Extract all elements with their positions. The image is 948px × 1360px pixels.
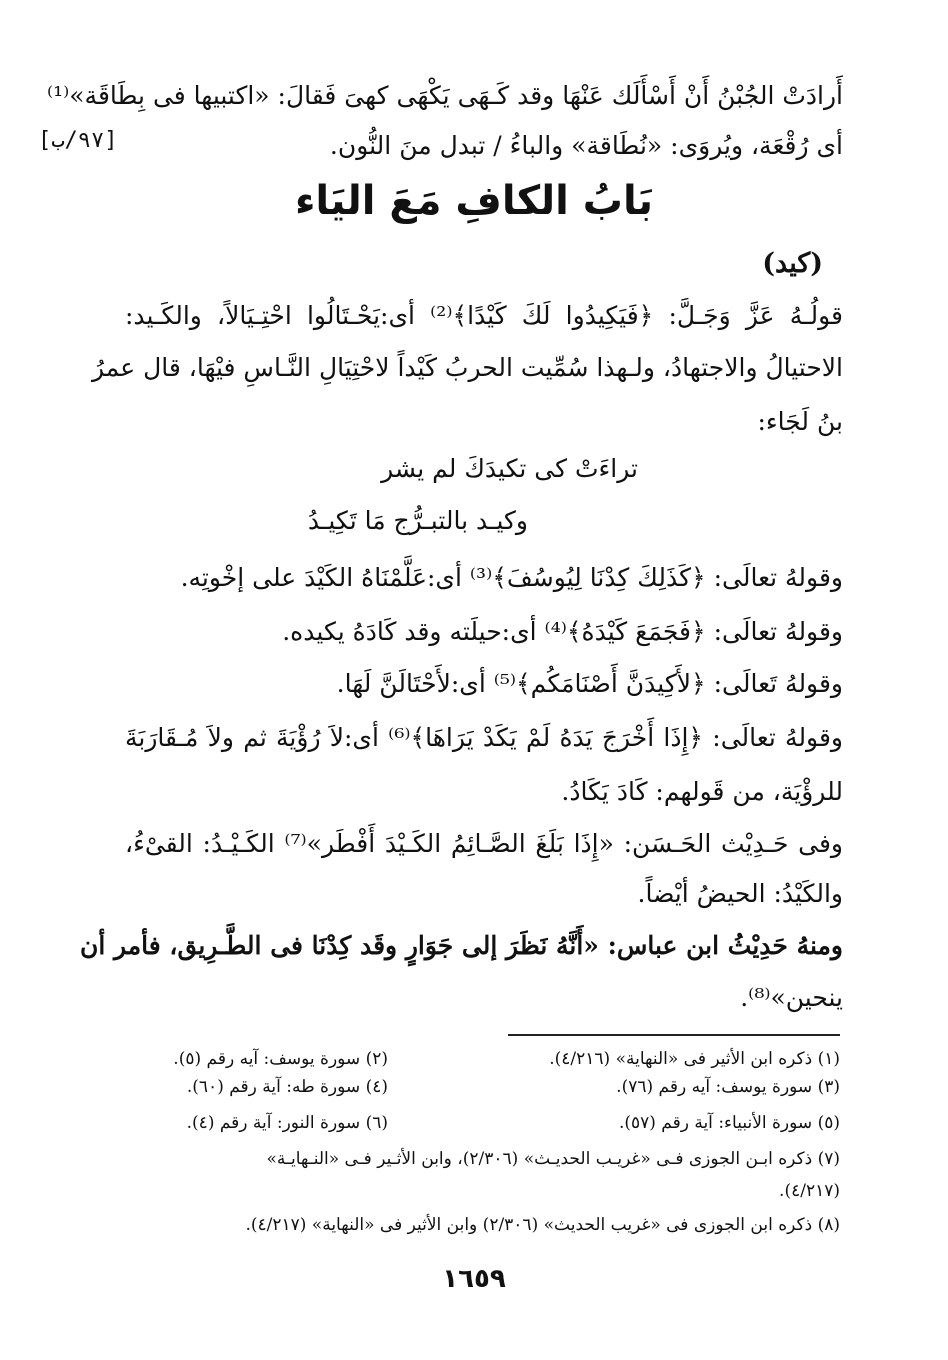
footnote-3: (٣) سورة يوسف: آيه رقم (٧٦). bbox=[616, 1077, 840, 1097]
footnote-7: (٧) ذكره ابـن الجوزى فـى «غريـب الحديـث» (٢/٣٠٦)، وابن الأثـير فـى «النـهايـة» bbox=[266, 1149, 840, 1169]
footnote-8: (٨) ذكره ابن الجوزى فى «غريب الحديث» (٢/٣٠٦) وابن الأثير فى «النهاية» (٤/٢١٧). bbox=[245, 1215, 840, 1235]
verse-second-hemistich: وكيـد بالتبـرُّج مَا تَكِيـدُ bbox=[307, 506, 528, 535]
footnote-separator bbox=[508, 1034, 840, 1036]
page-number: ١٦٥٩ bbox=[442, 1264, 506, 1294]
chapter-title: بَابُ الكافِ مَعَ اليَاء bbox=[294, 178, 654, 224]
footnote-5: (٥) سورة الأنبياء: آية رقم (٥٧). bbox=[618, 1113, 840, 1133]
hadith-line-3: ومنهُ حَدِيْثُ ابن عباس: «أَنَّهُ نَظَرَ إلى جَوَارٍ وقَد كِدْنَا فى الطَّـرِيق، فأمر أن bbox=[79, 931, 843, 960]
quran-line-1: وقولهُ تعالَى: ﴿كَذَلِكَ كِدْنَا لِيُوسُفَ﴾⁽³⁾ أى:عَلَّمْنَاهُ الكَيْدَ على إخْوتِه. bbox=[180, 563, 843, 592]
hadith-line-4: ينحين»⁽⁸⁾. bbox=[740, 983, 843, 1012]
footnote-6: (٦) سورة النور: آية رقم (٤). bbox=[186, 1113, 388, 1133]
intro-line-1: أَرادَتْ الجُبْنُ أَنْ أَسْأَلَك عَنْهَا وقد كَـهَى يَكْهَى كهىَ فَقالَ: «اكتبيها فى بِطَاقَة»⁽¹⁾ bbox=[46, 81, 843, 110]
verse-first-hemistich: تراءَتْ كى تكيدَكَ لم يشر bbox=[381, 454, 638, 483]
body-line-3: بنُ لَجَاء: bbox=[757, 407, 843, 436]
footnote-2: (٢) سورة يوسف: آيه رقم (٥). bbox=[173, 1049, 388, 1069]
entry-heading: (كيد) bbox=[762, 248, 823, 279]
quran-line-3: وقولهُ تَعالَى: ﴿لأَكِيدَنَّ أَصْنَامَكُم﴾⁽⁵⁾ أى:لأَحْتَالَنَّ لَهَا. bbox=[336, 669, 843, 698]
intro-line-2: أى رُقْعَة، ويُروَى: «نُطَاقة» والباءُ / تبدل منَ النُّون. bbox=[329, 131, 843, 160]
footnote-7-continued: (٤/٢١٧). bbox=[779, 1181, 840, 1201]
hadith-line-2: والكَيْدُ: الحيضُ أيْضاً. bbox=[637, 879, 843, 908]
folio-marker: [٩٧/ب] bbox=[38, 128, 118, 153]
hadith-line-1: وفى حَـدِيْث الحَـسَن: «إِذَا بَلَغَ الصَّـائِمُ الكَـيْدَ أَفْطَر»⁽⁷⁾ الكَـيْـدُ: القىْءُ، bbox=[125, 829, 844, 858]
body-line-1: قولُـهُ عَزَّ وَجَـلَّ: ﴿فَيَكِيدُوا لَكَ كَيْدًا﴾⁽²⁾ أى:يَحْـتَالُوا احْتِـيَالاً، والكَـيد: bbox=[125, 301, 843, 330]
footnote-1: (١) ذكره ابن الأثير فى «النهاية» (٤/٢١٦). bbox=[549, 1049, 840, 1069]
quran-line-2: وقولهُ تعالَى: ﴿فَجَمَعَ كَيْدَهُ﴾⁽⁴⁾ أى:حيلَته وقد كَادَهُ يكيده. bbox=[282, 617, 843, 646]
quran-line-5: للرؤْيَة، من قَولهم: كَادَ يَكَادُ. bbox=[561, 777, 843, 806]
body-line-2: الاحتيالُ والاجتهادُ، ولـهذا سُمِّيت الحربُ كَيْداً لاحْتِيَالِ النَّـاسِ فيْهَا، قال عمرُ bbox=[91, 353, 843, 382]
footnote-4: (٤) سورة طه: آية رقم (٦٠). bbox=[186, 1077, 388, 1097]
quran-line-4: وقولهُ تعالَى: ﴿إِذَا أَخْرَجَ يَدَهُ لَمْ يَكَدْ يَرَاهَا﴾⁽⁶⁾ أى:لاَ رُؤْيَةَ ثم ولاَ مُـقَارَبَةَ bbox=[125, 723, 843, 752]
